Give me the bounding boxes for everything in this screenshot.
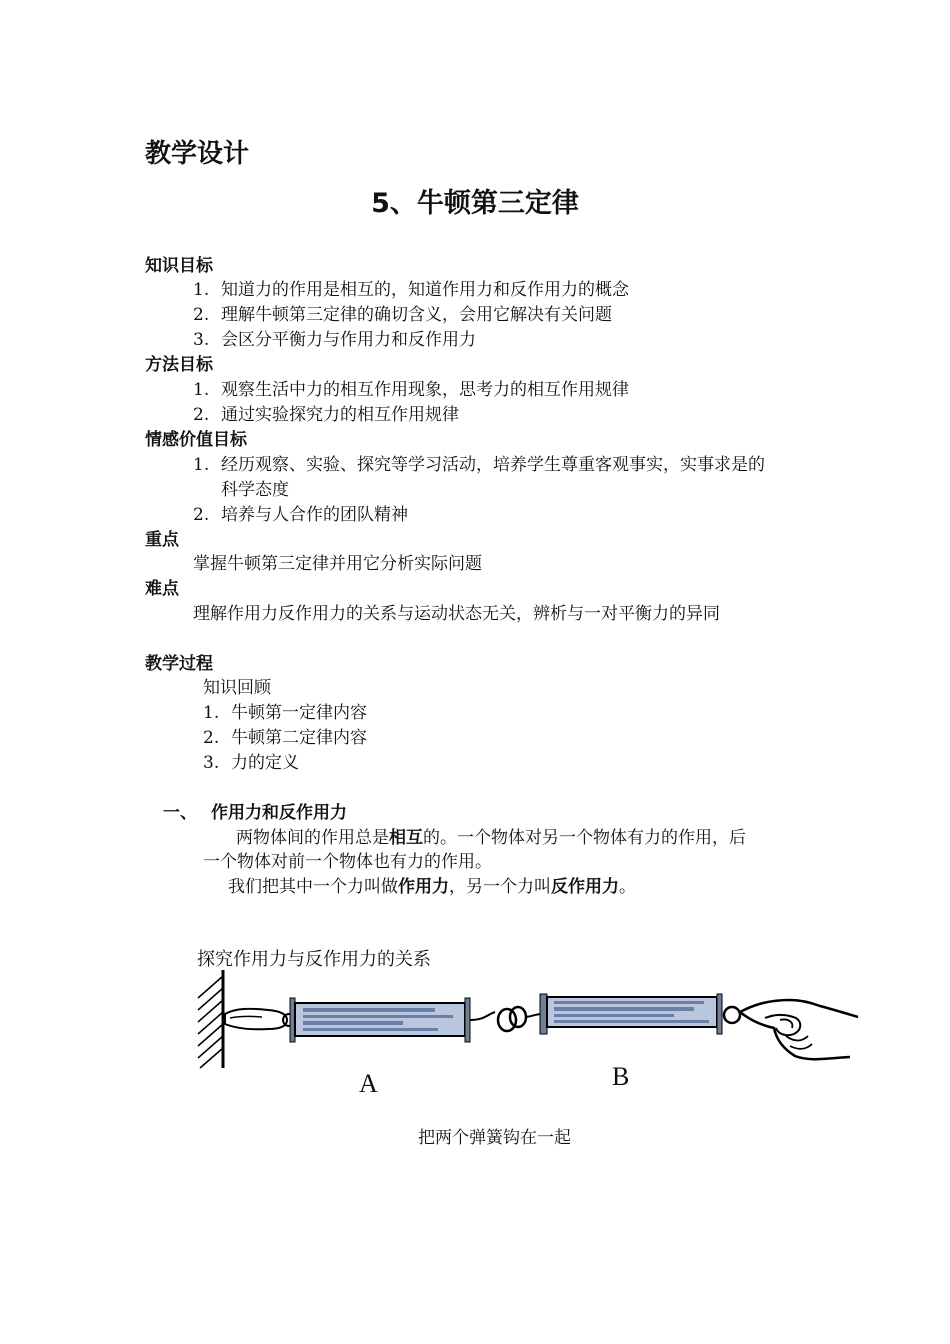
key-point-text: 掌握牛顿第三定律并用它分析实际问题 <box>193 554 482 574</box>
list-item: 1. 经历观察、实验、探究等学习活动，培养学生尊重客观事实，实事求是的 <box>193 455 765 475</box>
figure-caption: 把两个弹簧钩在一起 <box>418 1128 571 1148</box>
key-point-heading: 重点 <box>145 530 179 550</box>
method-goals-heading: 方法目标 <box>145 355 213 375</box>
list-item: 3. 力的定义 <box>203 753 299 773</box>
review-label: 知识回顾 <box>203 678 271 698</box>
emotion-goals-heading: 情感价值目标 <box>145 430 247 450</box>
list-item: 3. 会区分平衡力与作用力和反作用力 <box>193 330 476 350</box>
connecting-hooks-icon <box>470 1007 542 1031</box>
list-item: 2. 通过实验探究力的相互作用规律 <box>193 405 459 425</box>
list-item-continuation: 科学态度 <box>221 480 289 500</box>
knowledge-goals-heading: 知识目标 <box>145 256 213 276</box>
paragraph-1: 两物体间的作用总是相互的。一个物体对另一个物体有力的作用，后 <box>236 828 746 848</box>
spring-scale-b-icon <box>540 994 740 1034</box>
hand-icon <box>740 1000 858 1059</box>
difficulty-heading: 难点 <box>145 579 179 599</box>
list-item: 2. 培养与人合作的团队精神 <box>193 505 408 525</box>
doc-heading: 教学设计 <box>145 139 250 169</box>
wall-icon <box>198 970 223 1068</box>
difficulty-text: 理解作用力反作用力的关系与运动状态无关，辨析与一对平衡力的异同 <box>193 604 720 624</box>
page-title: 5、牛顿第三定律 <box>371 188 579 219</box>
list-item: 2. 牛顿第二定律内容 <box>203 728 367 748</box>
label-a: A <box>359 1069 378 1098</box>
paragraph-1-continuation: 一个物体对前一个物体也有力的作用。 <box>203 852 492 872</box>
figure-heading: 探究作用力与反作用力的关系 <box>197 949 431 970</box>
section-title: 作用力和反作用力 <box>211 803 347 823</box>
label-b: B <box>612 1062 630 1091</box>
list-item: 1. 知道力的作用是相互的，知道作用力和反作用力的概念 <box>193 280 629 300</box>
paragraph-2: 我们把其中一个力叫做作用力，另一个力叫反作用力。 <box>228 877 636 897</box>
list-item: 1. 牛顿第一定律内容 <box>203 703 367 723</box>
wall-hook-icon <box>225 1009 287 1029</box>
list-item: 2. 理解牛顿第三定律的确切含义，会用它解决有关问题 <box>193 305 612 325</box>
spring-scale-a-icon <box>283 998 470 1042</box>
section-number: 一、 <box>163 803 197 823</box>
list-item: 1. 观察生活中力的相互作用现象，思考力的相互作用规律 <box>193 380 629 400</box>
spring-scale-diagram <box>190 970 870 1100</box>
process-heading: 教学过程 <box>145 654 213 674</box>
